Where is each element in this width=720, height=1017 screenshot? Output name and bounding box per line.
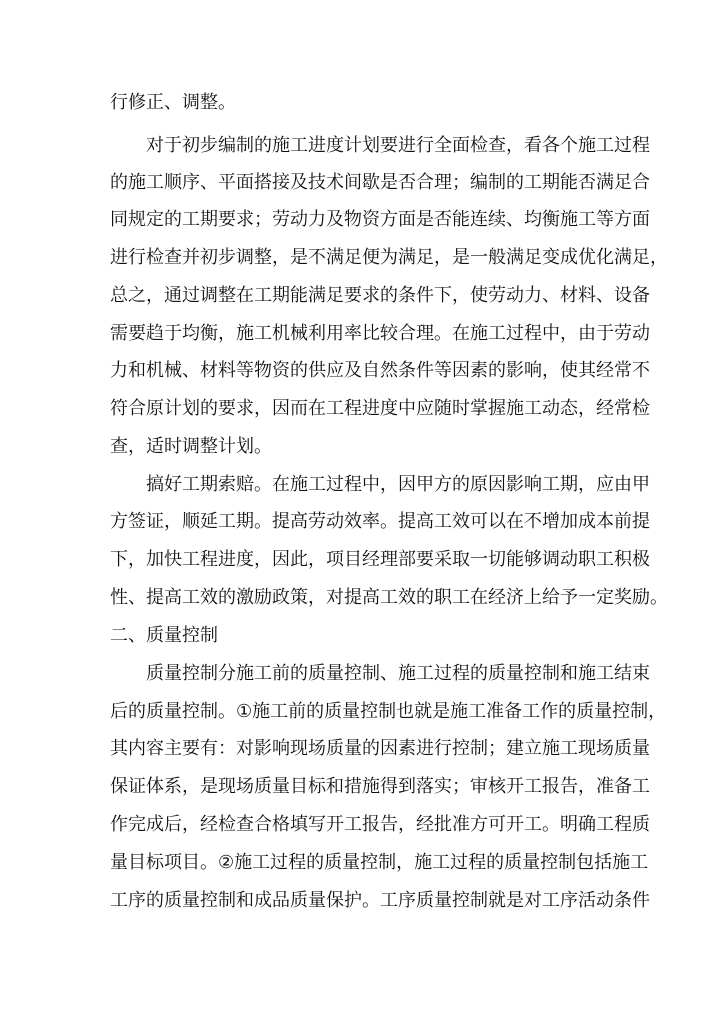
paragraph-1-line-9: 查，适时调整计划。: [110, 436, 272, 457]
paragraph-1-line-1: 对于初步编制的施工进度计划要进行全面检查，看各个施工过程: [146, 135, 650, 156]
paragraph-3-line-7: 工序的质量控制和成品质量保护。工序质量控制就是对工序活动条件: [110, 890, 650, 911]
paragraph-2-line-4: 性、提高工效的激励政策，对提高工效的职工在经济上给予一定奖励。: [110, 587, 668, 608]
paragraph-1-line-4: 进行检查并初步调整，是不满足便为满足，是一般满足变成优化满足，: [110, 247, 668, 268]
paragraph-1-line-8: 符合原计划的要求，因而在工程进度中应随时掌握施工动态，经常检: [110, 398, 650, 419]
paragraph-2-line-1: 搞好工期索赔。在施工过程中，因甲方的原因影响工期，应由甲: [146, 474, 650, 495]
paragraph-3-line-1: 质量控制分施工前的质量控制、施工过程的质量控制和施工结束: [146, 663, 650, 684]
section-heading-quality-control: 二、质量控制: [110, 625, 218, 646]
paragraph-1-line-6: 需要趋于均衡，施工机械利用率比较合理。在施工过程中，由于劳动: [110, 323, 650, 344]
paragraph-1-line-3: 同规定的工期要求；劳动力及物资方面是否能连续、均衡施工等方面: [110, 209, 650, 230]
paragraph-1-line-5: 总之，通过调整在工期能满足要求的条件下，使劳动力、材料、设备: [110, 285, 650, 306]
paragraph-2-line-3: 下，加快工程进度，因此，项目经理部要采取一切能够调动职工积极: [110, 549, 650, 570]
paragraph-3-line-3: 其内容主要有：对影响现场质量的因素进行控制；建立施工现场质量: [110, 738, 650, 759]
paragraph-1-line-7: 力和机械、材料等物资的供应及自然条件等因素的影响，使其经常不: [110, 360, 650, 381]
paragraph-1-line-2: 的施工顺序、平面搭接及技术间歇是否合理；编制的工期能否满足合: [110, 172, 650, 193]
paragraph-2-line-2: 方签证，顺延工期。提高劳动效率。提高工效可以在不增加成本前提: [110, 511, 650, 532]
paragraph-3-line-4: 保证体系，是现场质量目标和措施得到落实；审核开工报告，准备工: [110, 776, 650, 797]
paragraph-3-line-5: 作完成后，经检查合格填写开工报告，经批准方可开工。明确工程质: [110, 814, 650, 835]
paragraph-3-line-6: 量目标项目。②施工过程的质量控制，施工过程的质量控制包括施工: [110, 852, 649, 873]
text-line-1: 行修正、调整。: [110, 92, 236, 113]
paragraph-3-line-2: 后的质量控制。①施工前的质量控制也就是施工准备工作的质量控制，: [110, 701, 667, 722]
